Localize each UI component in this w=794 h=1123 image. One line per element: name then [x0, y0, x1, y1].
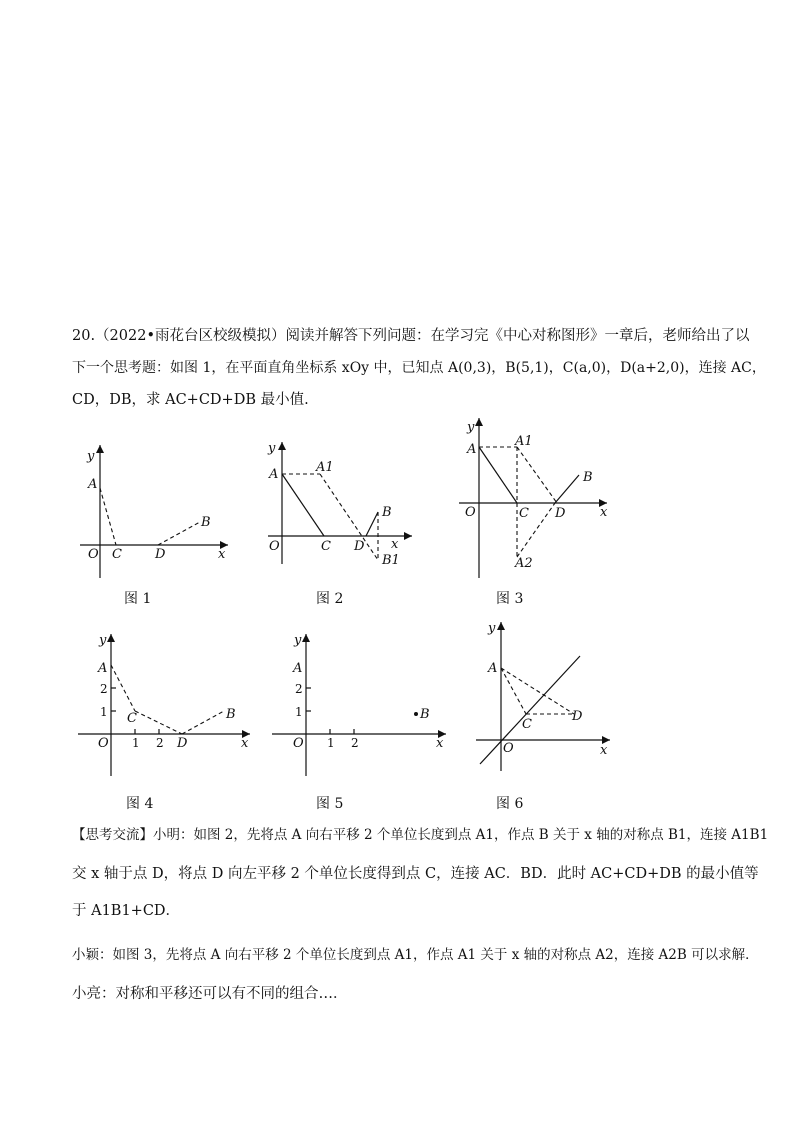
discussion-line-5: 小亮：对称和平移还可以有不同的组合…． [72, 986, 348, 1002]
label-y: y [268, 441, 276, 456]
segment-a1-d [517, 447, 557, 503]
label-x: x [241, 736, 249, 751]
label-y: y [99, 633, 107, 648]
segment-ac [501, 668, 526, 714]
discussion-line-2: 交 x 轴于点 D，将点 D 向左平移 2 个单位长度得到点 C，连接 AC．BD．此时 AC+CD+DB 的最小值等 [72, 866, 759, 882]
caption-figure-5: 图 5 [316, 796, 344, 812]
label-c: C [127, 711, 137, 726]
y-axis-arrow [302, 634, 310, 642]
label-b: B [583, 470, 593, 485]
label-x: x [391, 537, 399, 552]
segment-ac [100, 488, 116, 545]
caption-figure-1: 图 1 [124, 591, 152, 607]
segment-db [182, 711, 224, 734]
discussion-line-4: 小颖：如图 3，先将点 A 向右平移 2 个单位长度到点 A1，作点 A1 关于 x 轴的对称点 A2，连接 A2B 可以求解． [72, 947, 759, 963]
label-a1: A1 [316, 460, 334, 475]
label-o: O [465, 505, 476, 520]
label-a: A [293, 661, 303, 676]
label-x: x [218, 547, 226, 562]
label-c: C [112, 547, 122, 562]
discussion-line-3: 于 A1B1+CD． [72, 903, 181, 919]
label-d: D [572, 709, 583, 724]
discussion-line-1: 【思考交流】小明：如图 2，先将点 A 向右平移 2 个单位长度到点 A1，作点 B 关于 x 轴的对称点 B1，连接 A1B1 [72, 827, 769, 843]
point-b [414, 712, 418, 716]
label-two: 2 [295, 682, 303, 696]
caption-figure-4: 图 4 [126, 796, 154, 812]
label-d: D [155, 547, 166, 562]
segment-ac [479, 447, 517, 503]
label-x-one: 1 [327, 736, 335, 750]
figure-4 [76, 630, 256, 778]
segment-db [158, 522, 200, 545]
label-o: O [503, 741, 514, 756]
label-y: y [488, 621, 496, 636]
label-two: 2 [100, 682, 108, 696]
figure-5 [270, 630, 450, 778]
label-d: D [354, 539, 365, 554]
label-c: C [522, 717, 532, 732]
segment-db [555, 475, 579, 503]
figure-6 [470, 616, 620, 776]
label-a: A [269, 467, 279, 482]
caption-figure-3: 图 3 [496, 591, 524, 607]
label-d: D [555, 506, 566, 521]
label-c: C [321, 539, 331, 554]
label-y: y [467, 420, 475, 435]
label-o: O [88, 547, 99, 562]
label-o: O [269, 539, 280, 554]
segment-ac [282, 474, 324, 536]
label-a1: A1 [515, 434, 533, 449]
label-a: A [98, 661, 108, 676]
label-a: A [467, 442, 477, 457]
x-axis-arrow [404, 532, 412, 540]
label-b: B [382, 505, 392, 520]
y-axis-arrow [96, 445, 104, 453]
label-one: 1 [100, 705, 108, 719]
label-x: x [600, 743, 608, 758]
label-b: B [226, 707, 236, 722]
label-a: A [88, 477, 98, 492]
label-x: x [436, 736, 444, 751]
figure-2 [262, 436, 422, 576]
figure-3 [455, 413, 615, 583]
problem-line-3: CD，DB，求 AC+CD+DB 最小值. [72, 392, 309, 408]
label-a: A [488, 661, 498, 676]
label-a2: A2 [515, 556, 533, 571]
label-y: y [294, 633, 302, 648]
problem-line-1: 20.（2022•雨花台区校级模拟）阅读并解答下列问题：在学习完《中心对称图形》一章后，老师给出了以 [72, 328, 750, 344]
label-o: O [98, 736, 109, 751]
problem-line-2: 下一个思考题：如图 1，在平面直角坐标系 xOy 中，已知点 A(0,3)，B(5,1)，C(a,0)，D(a+2,0)，连接 AC， [72, 360, 766, 376]
label-x-one: 1 [132, 736, 140, 750]
figure-1 [70, 440, 240, 580]
label-y: y [87, 449, 95, 464]
segment-db [366, 512, 378, 536]
y-axis-arrow [107, 634, 115, 642]
label-b1: B1 [382, 553, 400, 568]
label-o: O [293, 736, 304, 751]
label-x: x [600, 505, 608, 520]
y-axis-arrow [497, 622, 505, 630]
y-axis-arrow [278, 442, 286, 450]
y-axis-arrow [475, 418, 483, 426]
label-b: B [420, 707, 430, 722]
label-one: 1 [295, 705, 303, 719]
label-x-two: 2 [156, 736, 164, 750]
label-x-two: 2 [351, 736, 359, 750]
label-c: C [519, 506, 529, 521]
caption-figure-6: 图 6 [496, 796, 524, 812]
label-b: B [201, 515, 211, 530]
caption-figure-2: 图 2 [316, 591, 344, 607]
label-d: D [177, 736, 188, 751]
